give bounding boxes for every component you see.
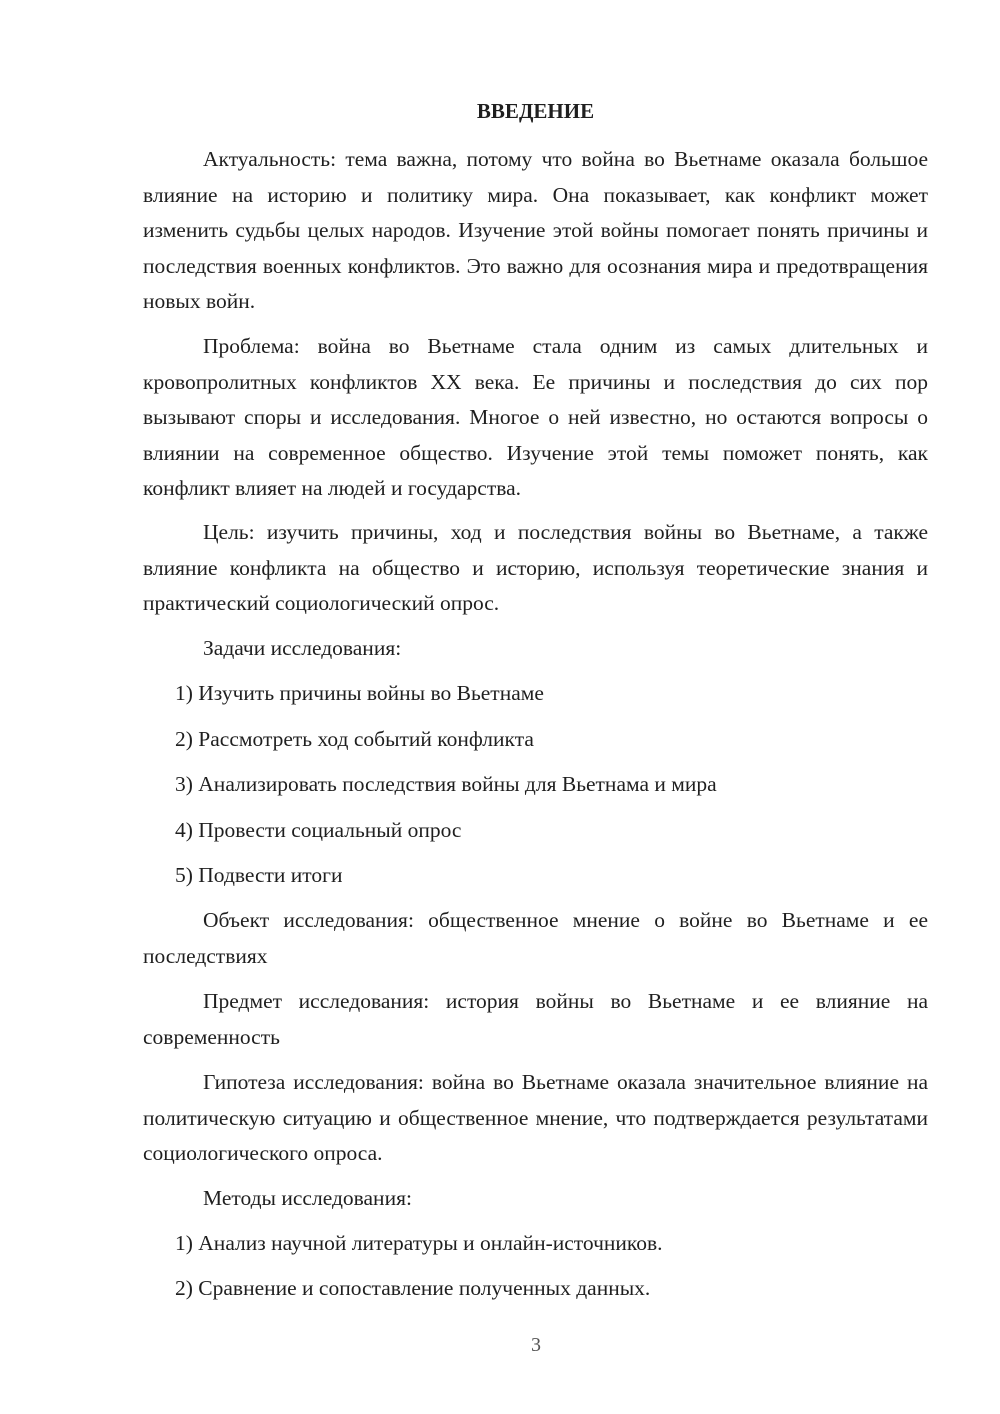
paragraph-hypothesis: Гипотеза исследования: война во Вьетнаме оказала значительное влияние на политическую ситуацию и общественное мнение, что подтверждается результатами социологического опроса. (143, 1070, 928, 1165)
task-item: 3) Анализировать последствия войны для Вьетнама и мира (175, 772, 717, 796)
task-item: 1) Изучить причины войны во Вьетнаме (175, 681, 544, 705)
page-number: 3 (531, 1334, 541, 1356)
page-title: ВВЕДЕНИЕ (476, 99, 595, 123)
task-item: 5) Подвести итоги (175, 863, 343, 887)
paragraph-problem: Проблема: война во Вьетнаме стала одним из самых длительных и кровопролитных конфликтов XX века. Ее причины и последствия до сих пор вызывают споры и исследования. Многое о ней известно, но остаются вопросы о влиянии на современное общество. Изучение этой темы поможет понять, как конфликт влияет на людей и государства. (143, 334, 928, 500)
tasks-heading: Задачи исследования: (203, 636, 402, 660)
methods-heading: Методы исследования: (203, 1186, 412, 1210)
task-item: 2) Рассмотреть ход событий конфликта (175, 727, 534, 751)
paragraph-goal: Цель: изучить причины, ход и последствия войны во Вьетнаме, а также влияние конфликта на общество и историю, используя теоретические знания и практический социологический опрос. (143, 520, 928, 615)
method-item: 1) Анализ научной литературы и онлайн-источников. (175, 1231, 663, 1255)
task-item: 4) Провести социальный опрос (175, 818, 462, 842)
method-item: 2) Сравнение и сопоставление полученных данных. (175, 1276, 651, 1300)
paragraph-object: Объект исследования: общественное мнение о войне во Вьетнаме и ее последствиях (143, 908, 928, 968)
paragraph-relevance: Актуальность: тема важна, потому что война во Вьетнаме оказала большое влияние на историю и политику мира. Она показывает, как конфликт может изменить судьбы целых народов. Изучение этой войны помогает понять причины и последствия военных конфликтов. Это важно для осознания мира и предотвращения новых войн. (143, 147, 928, 313)
paragraph-subject: Предмет исследования: история войны во Вьетнаме и ее влияние на современность (143, 989, 928, 1049)
